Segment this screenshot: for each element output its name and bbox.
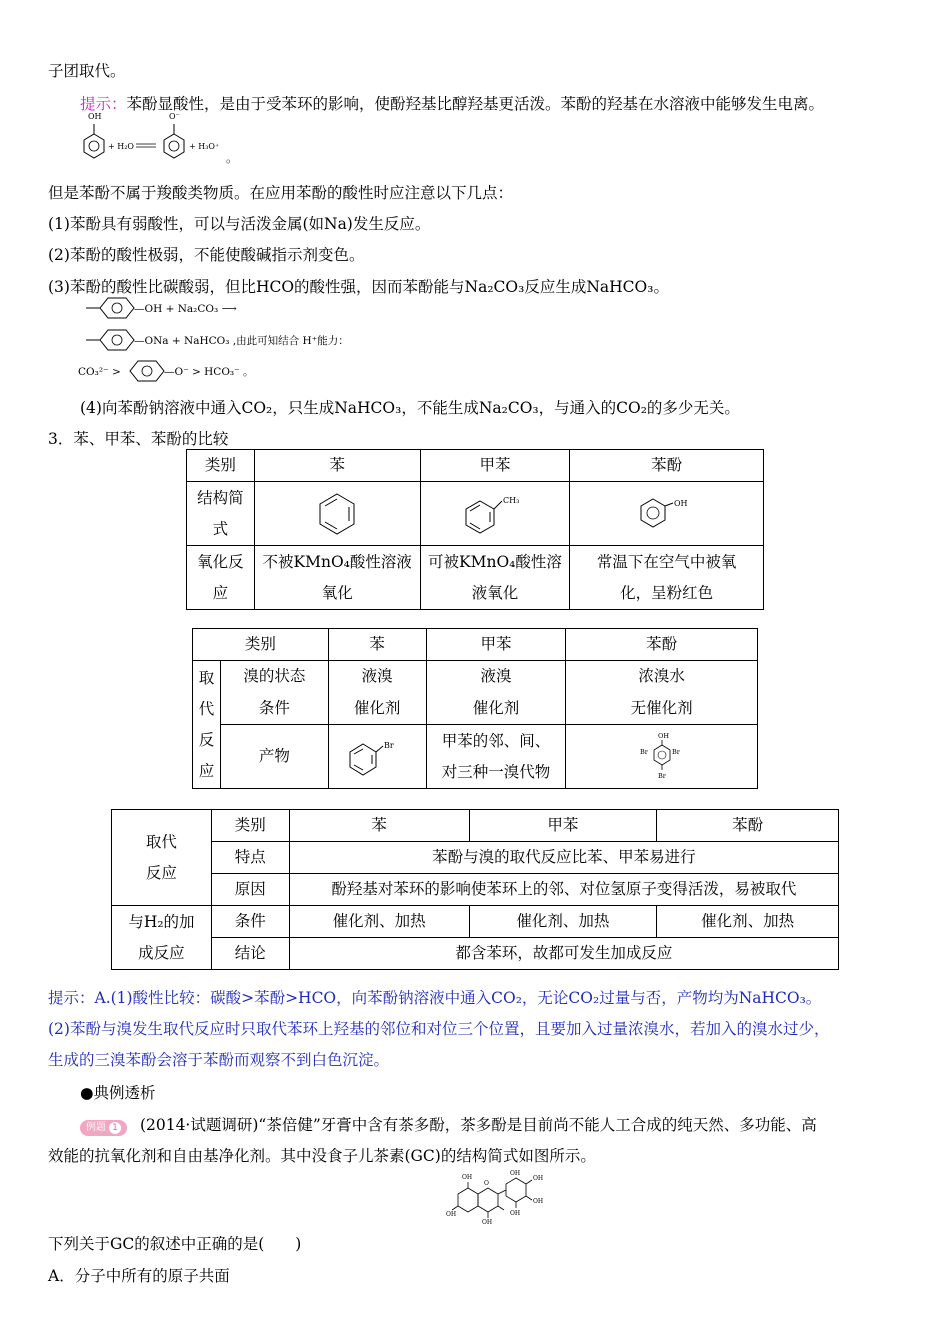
side-label (193, 661, 221, 789)
oh-label: OH (533, 1175, 544, 1182)
side-char: 反 (198, 730, 215, 749)
cell-line: 对三种一溴代物 (441, 762, 551, 781)
water-label: + H₂O (108, 142, 134, 151)
reaction-2-text: —ONa + NaHCO₃ ,由此可知结合 H⁺能力： (134, 335, 349, 347)
label-line: 取代 (145, 832, 177, 851)
label-line: 式 (212, 519, 229, 538)
example-paragraph (80, 1114, 817, 1136)
table-cell (254, 546, 420, 610)
oh-label: OH (657, 731, 669, 740)
table-header: 苯 (328, 629, 426, 661)
example-text-2: 效能的抗氧化剂和自由基净化剂。其中没食子儿茶素(GC)的结构简式如图所示。 (48, 1147, 596, 1165)
badge-label: 例题 (86, 1122, 106, 1133)
reaction-phenol-carbonate (76, 294, 376, 394)
comparison-table-1 (186, 449, 764, 610)
table-cell: 无催化剂 (566, 693, 758, 725)
table-cell: 溴的状态 (220, 661, 328, 693)
label-line: 结构简 (197, 488, 244, 507)
table-cell (570, 546, 764, 610)
comparison-table-3 (111, 809, 839, 970)
point-4: (4)向苯酚钠溶液中通入CO₂，只生成NaHCO₃，不能生成Na₂CO₃，与通入的CO₂的多少无关。 (80, 399, 740, 417)
bromobenzene-structure-cell (328, 725, 426, 789)
oh-label: OH (462, 1174, 473, 1181)
benzene-structure (317, 491, 357, 537)
table-cell: 特点 (211, 842, 289, 874)
br-label: Br (657, 771, 666, 780)
table-cell: 液溴 (328, 661, 426, 693)
table-header: 类别 (187, 450, 255, 482)
point-2: (2)苯酚的酸性极弱，不能使酸碱指示剂变色。 (48, 246, 365, 264)
reaction-3-right: —O⁻ > HCO₃⁻ 。 (164, 366, 254, 378)
tribromophenol-structure (632, 730, 692, 784)
side-char: 取 (198, 668, 215, 687)
hint-2: 提示：A.(1)酸性比较：碳酸>苯酚>HCO，向苯酚钠溶液中通入CO₂，无论CO₂过量与否，产物均为NaHCO₃。 (48, 989, 822, 1007)
oh-label: OH (88, 112, 102, 121)
table-header: 类别 (193, 629, 329, 661)
hint-3-line-2: 生成的三溴苯酚会溶于苯酚而观察不到白色沉淀。 (48, 1051, 390, 1069)
table-header: 苯 (254, 450, 420, 482)
oh-label: OH (510, 1170, 521, 1177)
phenol-structure-cell (570, 482, 764, 546)
table-header: 苯酚 (570, 450, 764, 482)
table-cell: 催化剂、加热 (469, 906, 657, 938)
badge-number: 1 (109, 1122, 121, 1134)
table-cell: 条件 (220, 693, 328, 725)
text-line: 子团取代。 (48, 62, 126, 80)
table-cell: 液溴 (426, 661, 566, 693)
oh-label: OH (510, 1210, 521, 1217)
table-cell: 催化剂、加热 (289, 906, 469, 938)
hydronium-label: + H₃O⁺ (189, 142, 220, 151)
example-badge (80, 1120, 127, 1136)
table-cell: 酚羟基对苯环的影响使苯环上的邻、对位氢原子变得活泼，易被取代 (289, 874, 838, 906)
label-line: 反应 (145, 863, 177, 882)
text-line: 但是苯酚不属于羧酸类物质。在应用苯酚的酸性时应注意以下几点： (48, 184, 514, 202)
table-header: 甲苯 (426, 629, 566, 661)
table-cell (426, 725, 566, 789)
row-label (187, 482, 255, 546)
table-cell: 产物 (220, 725, 328, 789)
phenoxide-ring (164, 112, 184, 158)
cell-line: 液氧化 (471, 583, 519, 602)
table-header: 甲苯 (469, 810, 657, 842)
side-char: 应 (198, 761, 215, 780)
reaction-1-text: —OH + Na₂CO₃ ⟶ (134, 303, 237, 315)
oh-label: OH (533, 1198, 544, 1205)
benzene-ring (130, 361, 164, 381)
toluene-structure-cell (420, 482, 570, 546)
benzene-ring (86, 330, 134, 350)
oh-label: OH (446, 1211, 457, 1218)
benzene-structure-cell (254, 482, 420, 546)
cell-line: 不被KMnO₄酸性溶液 (262, 552, 412, 571)
table-header: 苯 (289, 810, 469, 842)
tribromophenol-structure-cell (566, 725, 758, 789)
table-header: 苯酚 (566, 629, 758, 661)
point-1: (1)苯酚具有弱酸性，可以与活泼金属(如Na)发生反应。 (48, 215, 431, 233)
phenol-structure (637, 491, 697, 537)
hint-3-line-1: (2)苯酚与溴发生取代反应时只取代苯环上羟基的邻位和对位三个位置，且要加入过量浓溴水，若加入的溴水过少， (48, 1020, 830, 1038)
table-cell: 结论 (211, 938, 289, 970)
table-cell: 条件 (211, 906, 289, 938)
oh-label: OH (482, 1219, 493, 1226)
table-cell: 都含苯环，故都可发生加成反应 (289, 938, 838, 970)
label-line: 与H₂的加 (128, 912, 195, 931)
reaction-3-left: CO₃²⁻ > (78, 366, 121, 378)
hint-text: 苯酚显酸性，是由于受苯环的影响，使酚羟基比醇羟基更活泼。苯酚的羟基在水溶液中能够发生电离。 (126, 95, 825, 113)
table-cell: 浓溴水 (566, 661, 758, 693)
cell-line: 氧化 (321, 583, 353, 602)
point-3: (3)苯酚的酸性比碳酸弱，但比HCO的酸性强，因而苯酚能与Na₂CO₃反应生成NaHCO₃。 (48, 278, 669, 296)
question: 下列关于GC的叙述中正确的是( ) (48, 1235, 302, 1253)
br-label: Br (384, 740, 394, 750)
option-a: A．分子中所有的原子共面 (48, 1267, 230, 1285)
bromobenzene-structure (347, 734, 407, 780)
table-header: 苯酚 (657, 810, 839, 842)
table-header: 甲苯 (420, 450, 570, 482)
table-header: 类别 (211, 810, 289, 842)
example-text: (2014·试题调研)“茶倍健”牙膏中含有茶多酚，茶多酚是目前尚不能人工合成的纯天然、多功能、高 (139, 1116, 817, 1134)
table-cell: 原因 (211, 874, 289, 906)
side-char: 代 (198, 699, 215, 718)
oh-label: OH (673, 498, 688, 508)
period: 。 (226, 151, 239, 165)
label-line: 氧化反 (197, 552, 244, 571)
ch3-label: CH₃ (502, 495, 520, 505)
benzene-ring (86, 298, 134, 318)
table-cell (420, 546, 570, 610)
o-minus-label: O⁻ (169, 112, 180, 121)
cell-line: 常温下在空气中被氧 (596, 552, 737, 571)
row-label (187, 546, 255, 610)
toluene-structure (460, 491, 530, 537)
o-label: O (484, 1180, 489, 1187)
cell-line: 可被KMnO₄酸性溶 (428, 552, 562, 571)
section-title: 3．苯、甲苯、苯酚的比较 (48, 430, 229, 448)
table-cell: 苯酚与溴的取代反应比苯、甲苯易进行 (289, 842, 838, 874)
cell-line: 化，呈粉红色 (620, 583, 714, 602)
label-line: 成反应 (138, 943, 185, 962)
phenol-ionization-equation (74, 110, 254, 166)
cell-line: 甲苯的邻、间、 (441, 731, 551, 750)
table-cell: 催化剂、加热 (657, 906, 839, 938)
group-label (112, 810, 212, 906)
table-cell: 催化剂 (328, 693, 426, 725)
hint-label: 提示： (80, 95, 127, 113)
gc-structure (446, 1166, 566, 1226)
example-heading: ●典例透析 (80, 1084, 156, 1102)
br-label: Br (639, 747, 648, 756)
br-label: Br (671, 747, 680, 756)
group-label (112, 906, 212, 970)
comparison-table-2 (192, 628, 758, 789)
table-cell: 催化剂 (426, 693, 566, 725)
phenol-ring (84, 112, 104, 158)
label-line: 应 (212, 583, 229, 602)
